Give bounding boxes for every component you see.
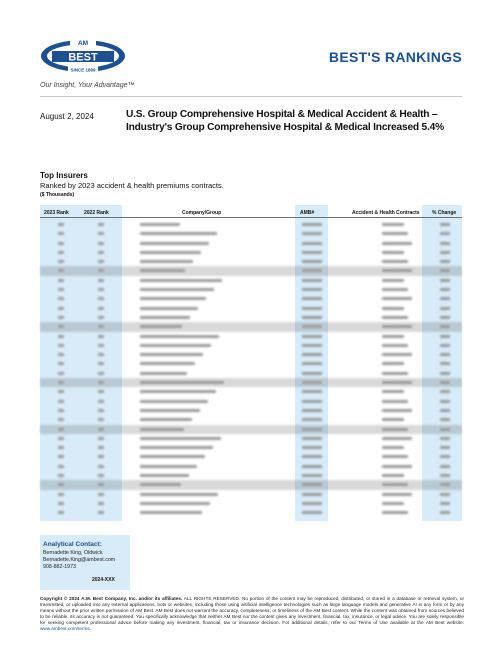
table-cell-placeholder xyxy=(140,297,206,300)
table-cell-placeholder xyxy=(58,418,64,421)
table-cell-placeholder xyxy=(302,446,322,449)
copyright-notice xyxy=(40,596,464,632)
table-row xyxy=(40,313,462,322)
table-row xyxy=(40,378,462,387)
table-row xyxy=(40,462,462,471)
table-cell-placeholder xyxy=(140,483,181,486)
table-cell-placeholder xyxy=(58,446,64,449)
table-cell-placeholder xyxy=(58,474,64,477)
table-cell-placeholder xyxy=(58,223,64,226)
table-cell-placeholder xyxy=(98,372,104,375)
table-cell-placeholder xyxy=(302,381,322,384)
table-cell-placeholder xyxy=(302,493,322,496)
table-cell-placeholder xyxy=(58,232,64,235)
table-cell-placeholder xyxy=(382,409,412,412)
table-cell-placeholder xyxy=(440,428,450,431)
table-cell-placeholder xyxy=(382,390,404,393)
table-cell-placeholder xyxy=(140,511,202,514)
table-cell-placeholder xyxy=(98,493,104,496)
table-cell-placeholder xyxy=(140,316,190,319)
table-cell-placeholder xyxy=(440,465,450,468)
table-cell-placeholder xyxy=(440,372,450,375)
table-cell-placeholder xyxy=(302,455,322,458)
table-cell-placeholder xyxy=(440,353,450,356)
analytical-contact-box xyxy=(40,535,130,590)
table-cell-placeholder xyxy=(302,362,322,365)
table-cell-placeholder xyxy=(440,474,450,477)
table-cell-placeholder xyxy=(98,232,104,235)
table-cell-placeholder xyxy=(140,474,189,477)
section-title: Top Insurers xyxy=(40,171,88,180)
table-row xyxy=(40,276,462,285)
table-cell-placeholder xyxy=(440,446,450,449)
table-row xyxy=(40,490,462,499)
table-cell-placeholder xyxy=(382,437,412,440)
contact-name: Bernadette King, Oldwick xyxy=(43,550,103,556)
table-cell-placeholder xyxy=(440,381,450,384)
table-cell-placeholder xyxy=(98,325,104,328)
table-cell-placeholder xyxy=(58,437,64,440)
table-cell-placeholder xyxy=(58,242,64,245)
column-header-company-group: Company/Group xyxy=(182,210,222,216)
table-cell-placeholder xyxy=(140,279,222,282)
table-cell-placeholder xyxy=(382,325,412,328)
table-cell-placeholder xyxy=(302,269,322,272)
table-cell-placeholder xyxy=(58,362,64,365)
table-cell-placeholder xyxy=(382,242,412,245)
table-cell-placeholder xyxy=(140,400,208,403)
table-cell-placeholder xyxy=(58,511,64,514)
table-cell-placeholder xyxy=(140,232,217,235)
publication-date: August 2, 2024 xyxy=(40,112,94,121)
table-row xyxy=(40,406,462,415)
table-row xyxy=(40,397,462,406)
table-cell-placeholder xyxy=(98,344,104,347)
table-cell-placeholder xyxy=(302,242,322,245)
table-row xyxy=(40,229,462,238)
table-cell-placeholder xyxy=(302,372,322,375)
table-cell-placeholder xyxy=(302,307,322,310)
table-cell-placeholder xyxy=(58,344,64,347)
table-cell-placeholder xyxy=(98,511,104,514)
table-cell-placeholder xyxy=(98,437,104,440)
table-cell-placeholder xyxy=(140,242,209,245)
table-cell-placeholder xyxy=(58,279,64,282)
table-cell-placeholder xyxy=(98,502,104,505)
table-cell-placeholder xyxy=(440,437,450,440)
table-cell-placeholder xyxy=(98,483,104,486)
table-row xyxy=(40,508,462,517)
table-cell-placeholder xyxy=(58,260,64,263)
table-cell-placeholder xyxy=(140,390,216,393)
table-cell-placeholder xyxy=(302,511,322,514)
table-cell-placeholder xyxy=(382,279,404,282)
table-cell-placeholder xyxy=(98,279,104,282)
table-cell-placeholder xyxy=(98,446,104,449)
table-cell-placeholder xyxy=(382,269,412,272)
table-cell-placeholder xyxy=(382,344,408,347)
header-divider xyxy=(40,96,462,97)
table-cell-placeholder xyxy=(140,493,218,496)
table-row xyxy=(40,322,462,331)
table-cell-placeholder xyxy=(382,465,412,468)
table-cell-placeholder xyxy=(440,232,450,235)
column-header-2022-rank: 2022 Rank xyxy=(84,210,109,216)
table-cell-placeholder xyxy=(440,409,450,412)
table-cell-placeholder xyxy=(440,511,450,514)
table-cell-placeholder xyxy=(98,465,104,468)
table-cell-placeholder xyxy=(382,428,408,431)
table-cell-placeholder xyxy=(98,269,104,272)
table-cell-placeholder xyxy=(140,288,214,291)
logo-since-text: SINCE 1899 xyxy=(70,67,96,73)
table-cell-placeholder xyxy=(98,428,104,431)
table-cell-placeholder xyxy=(382,474,404,477)
table-cell-placeholder xyxy=(98,455,104,458)
table-row xyxy=(40,369,462,378)
table-cell-placeholder xyxy=(98,316,104,319)
table-cell-placeholder xyxy=(302,335,322,338)
table-cell-placeholder xyxy=(58,335,64,338)
table-cell-placeholder xyxy=(440,344,450,347)
table-cell-placeholder xyxy=(98,307,104,310)
table-cell-placeholder xyxy=(140,335,219,338)
table-cell-placeholder xyxy=(98,353,104,356)
table-row xyxy=(40,387,462,396)
table-cell-placeholder xyxy=(98,297,104,300)
table-cell-placeholder xyxy=(302,353,322,356)
table-cell-placeholder xyxy=(302,400,322,403)
copyright-end: . xyxy=(89,626,92,631)
table-cell-placeholder xyxy=(440,325,450,328)
table-cell-placeholder xyxy=(302,316,322,319)
table-cell-placeholder xyxy=(58,409,64,412)
table-cell-placeholder xyxy=(302,223,322,226)
table-cell-placeholder xyxy=(58,483,64,486)
table-cell-placeholder xyxy=(440,251,450,254)
table-cell-placeholder xyxy=(140,325,182,328)
table-cell-placeholder xyxy=(440,297,450,300)
table-row xyxy=(40,499,462,508)
table-cell-placeholder xyxy=(140,223,180,226)
table-cell-placeholder xyxy=(58,251,64,254)
table-cell-placeholder xyxy=(302,297,322,300)
table-cell-placeholder xyxy=(58,288,64,291)
table-cell-placeholder xyxy=(382,288,408,291)
table-cell-placeholder xyxy=(58,428,64,431)
table-cell-placeholder xyxy=(98,381,104,384)
logo-am-text: AM xyxy=(77,40,89,47)
table-cell-placeholder xyxy=(382,511,408,514)
table-cell-placeholder xyxy=(302,260,322,263)
table-cell-placeholder xyxy=(140,269,185,272)
table-row xyxy=(40,341,462,350)
table-cell-placeholder xyxy=(440,335,450,338)
table-cell-placeholder xyxy=(58,353,64,356)
blurred-table-rows xyxy=(40,220,462,518)
table-row xyxy=(40,425,462,434)
table-cell-placeholder xyxy=(140,502,210,505)
table-cell-placeholder xyxy=(302,390,322,393)
headline: U.S. Group Comprehensive Hospital & Medical Accident & Health – Industry's Group Comprehensive Hospital & Medical Increased 5.4% xyxy=(126,109,444,133)
table-cell-placeholder xyxy=(98,390,104,393)
contact-email[interactable]: Bernadette.King@ambest.com xyxy=(43,557,116,563)
table-cell-placeholder xyxy=(382,260,408,263)
table-cell-placeholder xyxy=(440,307,450,310)
table-cell-placeholder xyxy=(382,353,412,356)
table-cell-placeholder xyxy=(382,483,408,486)
table-cell-placeholder xyxy=(140,465,197,468)
table-cell-placeholder xyxy=(302,325,322,328)
table-cell-placeholder xyxy=(302,232,322,235)
table-cell-placeholder xyxy=(440,483,450,486)
table-cell-placeholder xyxy=(98,260,104,263)
table-cell-placeholder xyxy=(140,251,201,254)
table-cell-placeholder xyxy=(382,297,412,300)
table-row xyxy=(40,415,462,424)
table-cell-placeholder xyxy=(98,418,104,421)
table-cell-placeholder xyxy=(140,307,198,310)
table-row xyxy=(40,443,462,452)
table-cell-placeholder xyxy=(98,335,104,338)
table-header-rule xyxy=(40,217,462,218)
table-cell-placeholder xyxy=(302,502,322,505)
column-header-2023-rank: 2023 Rank xyxy=(44,210,69,216)
table-cell-placeholder xyxy=(140,372,187,375)
table-cell-placeholder xyxy=(140,437,221,440)
table-cell-placeholder xyxy=(58,493,64,496)
table-cell-placeholder xyxy=(382,502,404,505)
section-units: ($ Thousands) xyxy=(40,192,75,198)
table-cell-placeholder xyxy=(140,381,224,384)
table-cell-placeholder xyxy=(302,418,322,421)
table-row xyxy=(40,471,462,480)
table-cell-placeholder xyxy=(382,232,408,235)
table-cell-placeholder xyxy=(140,418,192,421)
table-row xyxy=(40,266,462,275)
table-cell-placeholder xyxy=(302,251,322,254)
table-row xyxy=(40,220,462,229)
table-cell-placeholder xyxy=(302,409,322,412)
table-cell-placeholder xyxy=(58,465,64,468)
table-cell-placeholder xyxy=(382,418,404,421)
table-cell-placeholder xyxy=(140,409,200,412)
table-cell-placeholder xyxy=(140,446,213,449)
table-cell-placeholder xyxy=(58,372,64,375)
table-cell-placeholder xyxy=(302,344,322,347)
section-subtitle: Ranked by 2023 accident & health premiums contracts. xyxy=(40,181,224,190)
table-cell-placeholder xyxy=(140,362,195,365)
table-cell-placeholder xyxy=(98,362,104,365)
table-cell-placeholder xyxy=(98,400,104,403)
table-cell-placeholder xyxy=(58,400,64,403)
table-cell-placeholder xyxy=(302,483,322,486)
table-cell-placeholder xyxy=(98,242,104,245)
copyright-lead: Copyright © 2024 A.M. Best Company, Inc. and/or its affiliates. xyxy=(40,596,183,601)
table-cell-placeholder xyxy=(302,428,322,431)
table-cell-placeholder xyxy=(382,316,408,319)
table-cell-placeholder xyxy=(58,381,64,384)
table-cell-placeholder xyxy=(98,223,104,226)
table-cell-placeholder xyxy=(440,362,450,365)
table-cell-placeholder xyxy=(140,353,203,356)
table-cell-placeholder xyxy=(98,474,104,477)
table-cell-placeholder xyxy=(58,316,64,319)
terms-link[interactable]: www.ambest.com/terms xyxy=(40,626,90,631)
table-cell-placeholder xyxy=(440,288,450,291)
table-row xyxy=(40,285,462,294)
table-cell-placeholder xyxy=(440,223,450,226)
table-row xyxy=(40,332,462,341)
table-cell-placeholder xyxy=(382,372,408,375)
table-cell-placeholder xyxy=(440,316,450,319)
rankings-table xyxy=(40,205,462,521)
table-cell-placeholder xyxy=(440,279,450,282)
table-cell-placeholder xyxy=(382,400,408,403)
table-cell-placeholder xyxy=(302,437,322,440)
table-row xyxy=(40,452,462,461)
table-cell-placeholder xyxy=(382,335,404,338)
table-cell-placeholder xyxy=(440,502,450,505)
column-header-percent-change: % Change xyxy=(432,210,457,216)
logo-best-text: BEST xyxy=(68,51,98,64)
table-cell-placeholder xyxy=(440,418,450,421)
table-cell-placeholder xyxy=(140,428,184,431)
table-row xyxy=(40,350,462,359)
am-best-logo xyxy=(40,38,126,74)
table-cell-placeholder xyxy=(98,409,104,412)
contact-heading: Analytical Contact: xyxy=(43,541,102,548)
table-row xyxy=(40,480,462,489)
table-cell-placeholder xyxy=(440,493,450,496)
table-cell-placeholder xyxy=(58,325,64,328)
table-cell-placeholder xyxy=(440,390,450,393)
table-cell-placeholder xyxy=(302,474,322,477)
table-cell-placeholder xyxy=(58,269,64,272)
table-cell-placeholder xyxy=(58,502,64,505)
report-code: 2024-XXX xyxy=(92,577,115,583)
brand-rankings-title: BEST'S RANKINGS xyxy=(328,49,462,65)
table-cell-placeholder xyxy=(58,390,64,393)
table-cell-placeholder xyxy=(302,279,322,282)
table-cell-placeholder xyxy=(58,297,64,300)
contact-phone: 908-882-1973 xyxy=(43,564,76,570)
column-header-amb-number: AMB# xyxy=(300,210,315,216)
table-cell-placeholder xyxy=(140,260,193,263)
table-cell-placeholder xyxy=(302,465,322,468)
table-cell-placeholder xyxy=(382,455,408,458)
table-cell-placeholder xyxy=(98,251,104,254)
table-cell-placeholder xyxy=(440,269,450,272)
table-cell-placeholder xyxy=(382,381,412,384)
table-row xyxy=(40,248,462,257)
copyright-body: ALL RIGHTS RESERVED. No portion of the content may be reproduced, distributed, or stored in a database or retrieval system, or transmitted, or uploaded into any external applications, bots or websites, including those using artificial intelligence technologies such as large language models and generative AI in any form or by any means without the prior written permission of AM Best. AM Best does not warrant the accuracy, completeness, or timeliness of the AM Best content. While the content was obtained from sources believed to be reliable, its accuracy is not guaranteed. You specifically acknowledge that neither AM Best nor the content gives any investment, financial, tax, insurance, or legal advice. You are solely responsible for seeking competent professional advice before making any investment, financial, tax or insurance decision. For additional details, refer to our Terms of Use available at the AM Best website: xyxy=(40,596,465,625)
table-cell-placeholder xyxy=(440,260,450,263)
table-cell-placeholder xyxy=(382,251,404,254)
table-cell-placeholder xyxy=(382,493,412,496)
table-row xyxy=(40,304,462,313)
column-header-accident-health-contracts: Accident & Health Contracts xyxy=(352,210,420,216)
table-row xyxy=(40,434,462,443)
table-cell-placeholder xyxy=(140,455,205,458)
table-row xyxy=(40,239,462,248)
table-cell-placeholder xyxy=(440,242,450,245)
table-cell-placeholder xyxy=(58,307,64,310)
table-cell-placeholder xyxy=(440,455,450,458)
table-cell-placeholder xyxy=(382,307,404,310)
tagline: Our Insight, Your Advantage™ xyxy=(40,82,135,89)
table-cell-placeholder xyxy=(98,288,104,291)
table-cell-placeholder xyxy=(58,455,64,458)
table-cell-placeholder xyxy=(382,223,404,226)
table-cell-placeholder xyxy=(440,400,450,403)
table-row xyxy=(40,359,462,368)
table-cell-placeholder xyxy=(302,288,322,291)
table-cell-placeholder xyxy=(382,446,404,449)
table-row xyxy=(40,294,462,303)
table-cell-placeholder xyxy=(140,344,211,347)
table-cell-placeholder xyxy=(382,362,404,365)
table-row xyxy=(40,257,462,266)
